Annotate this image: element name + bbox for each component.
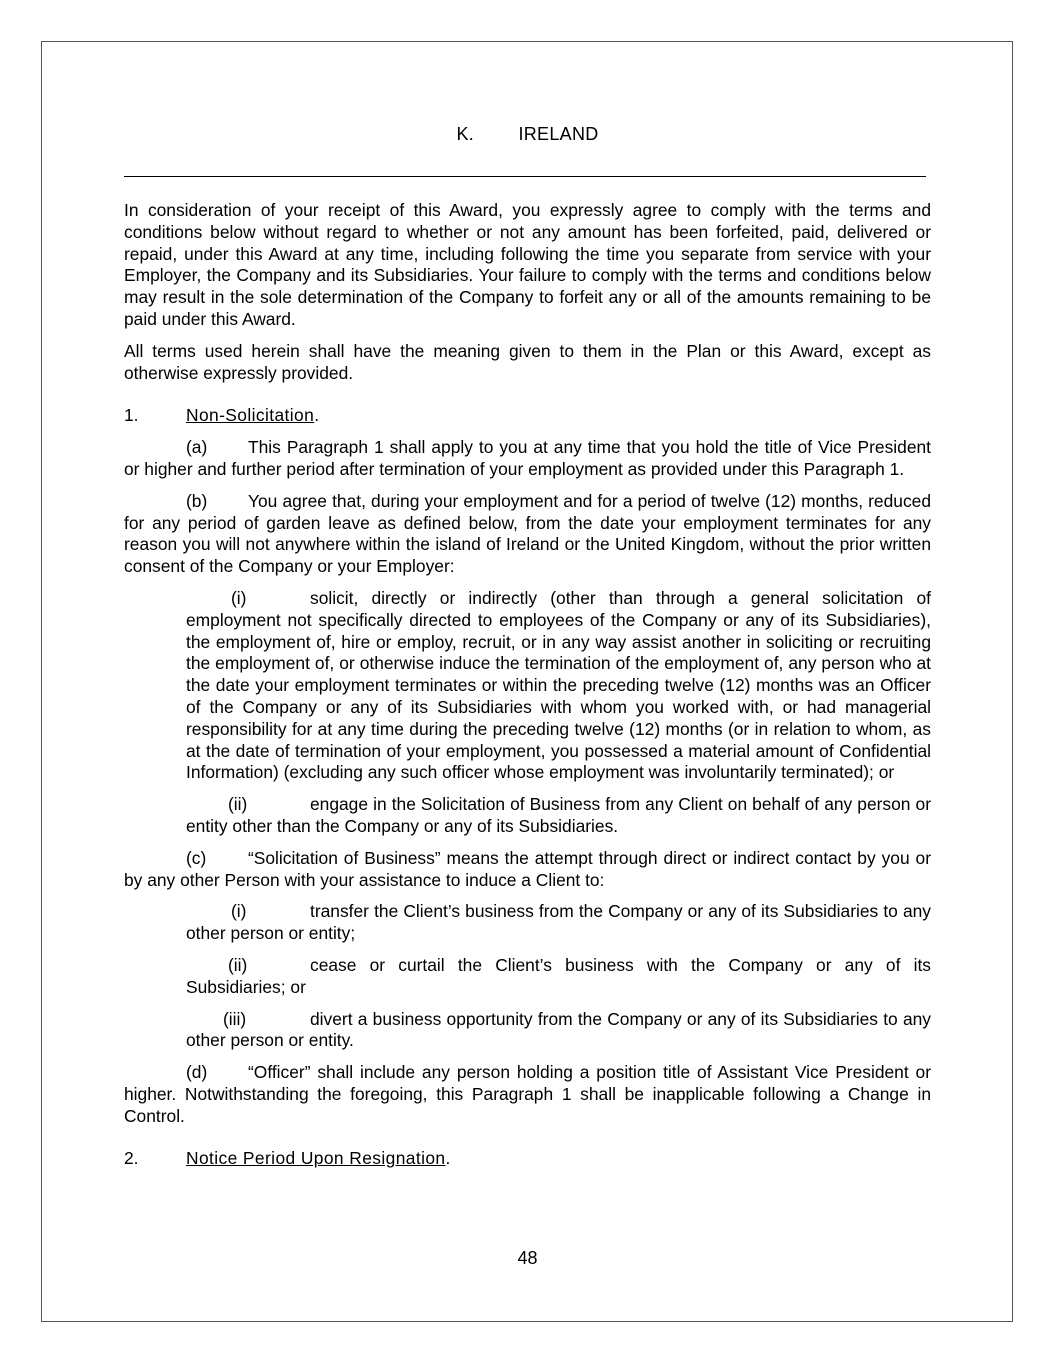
- clause-1c: [124, 848, 931, 892]
- document-body: [124, 122, 931, 1170]
- clause-1c-iii-text: divert a business opportunity from the Company or any of its Subsidiaries to any other person or entity.: [186, 1008, 931, 1051]
- clause-1b-i-label: (i): [231, 587, 247, 608]
- clause-1a-label: (a): [186, 437, 208, 458]
- clause-1c-ii-text: cease or curtail the Client’s business with the Company or any of its Subsidiaries; or: [186, 954, 931, 997]
- clause-1c-label: (c): [186, 847, 207, 868]
- clause-1d: [124, 1062, 931, 1127]
- clause-1b-text: You agree that, during your employment and for a period of twelve (12) months, reduced for any period of garden leave as defined below, from the date your employment terminates for any reason you will not anywhere within the island of Ireland or the United Kingdom, without the prior written consent of the Company or your Employer:: [124, 490, 931, 577]
- clause-1c-i-label: (i): [231, 901, 247, 922]
- section-heading: [124, 122, 931, 150]
- clause-1a: [124, 437, 931, 481]
- section-1-number: 1.: [124, 405, 139, 426]
- clause-1c-ii-label: (ii): [228, 954, 248, 975]
- section-2-number: 2.: [124, 1148, 139, 1169]
- heading-rule: [124, 176, 926, 177]
- section-2-heading: 2. Notice Period Upon Resignation.: [124, 1148, 451, 1169]
- clause-1c-i: [186, 901, 931, 945]
- clause-1c-i-text: transfer the Client’s business from the Company or any of its Subsidiaries to any other person or entity;: [186, 901, 931, 944]
- clause-1d-label: (d): [186, 1062, 208, 1083]
- clause-1b-ii-label: (ii): [228, 794, 248, 815]
- clause-1b-label: (b): [186, 490, 208, 511]
- section-1-heading: 1. Non-Solicitation.: [124, 405, 320, 426]
- section-1-title: Non-Solicitation: [186, 405, 315, 426]
- clause-1c-text: “Solicitation of Business” means the attempt through direct or indirect contact by you or by any other Person with your assistance to induce a Client to:: [124, 847, 931, 890]
- clause-1c-iii: [186, 1009, 931, 1053]
- clause-1b-i-text: solicit, directly or indirectly (other than through a general solicitation of employment not specifically directed to employees of the Company or any of its Subsidiaries), the employment of, hire or employ, recruit, or in any way assist another in soliciting or recruiting the employment of, or otherwise induce the termination of the employment of, any person who at the date your employment terminates or within the preceding twelve (12) months was an Officer of the Company or any of its Subsidiaries with whom you worked with, or had managerial responsibility for at any time during the preceding twelve (12) months (or in relation to whom, as at the date of termination of your employment, you possessed a material amount of Confidential Information) (excluding any such officer whose employment was involuntarily terminated); or: [186, 587, 931, 783]
- intro-paragraph-2: All terms used herein shall have the meaning given to them in the Plan or this Award, except as otherwise expressly provided.: [124, 340, 931, 383]
- intro-paragraph-1: In consideration of your receipt of this Award, you expressly agree to comply with the terms and conditions below without regard to whether or not any amount has been forfeited, paid, delivered or repaid, under this Award at any time, including following the time you separate from service with your Employer, the Company and its Subsidiaries. Your failure to comply with the terms and conditions below may result in the sole determination of the Company to forfeit any or all of the amounts remaining to be paid under this Award.: [124, 200, 931, 329]
- clause-1a-text: This Paragraph 1 shall apply to you at any time that you hold the title of Vice President or higher and further period after termination of your employment as provided under this Paragraph 1.: [124, 437, 931, 479]
- heading-title: IRELAND: [518, 124, 599, 144]
- section-2-title: Notice Period Upon Resignation: [186, 1148, 446, 1169]
- clause-1b-ii-text: engage in the Solicitation of Business from any Client on behalf of any person or entity other than the Company or any of its Subsidiaries.: [186, 794, 931, 836]
- clause-1c-ii: [186, 955, 931, 999]
- heading-number: K.: [456, 124, 475, 144]
- clause-1b-i: [186, 588, 931, 784]
- page-number: 48: [517, 1248, 538, 1268]
- clause-1c-iii-label: (iii): [223, 1008, 247, 1029]
- clause-1d-text: “Officer” shall include any person holding a position title of Assistant Vice President or higher. Notwithstanding the foregoing, this Paragraph 1 shall be inapplicable following a Change in Control.: [124, 1062, 931, 1126]
- clause-1b: [124, 491, 931, 578]
- clause-1b-ii: [186, 794, 931, 838]
